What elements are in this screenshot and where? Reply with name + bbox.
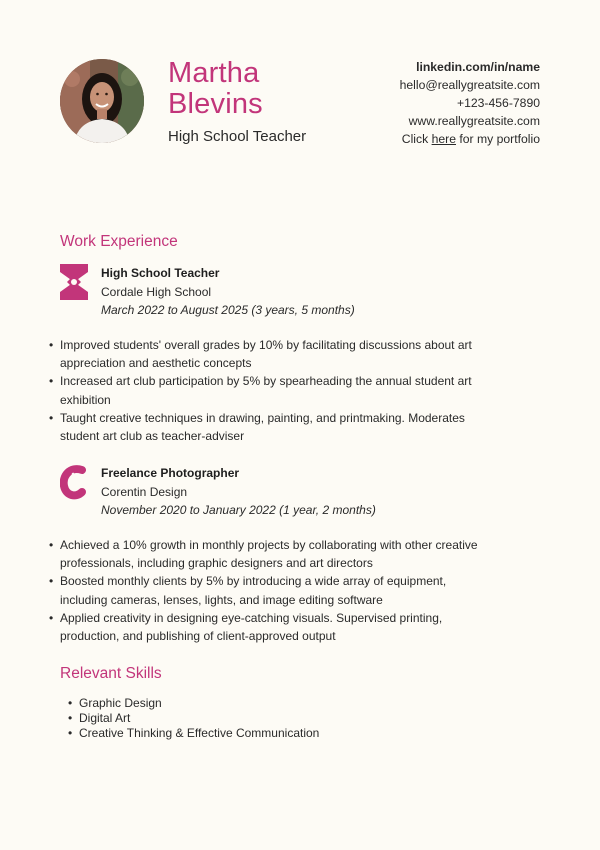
email-link[interactable]: hello@reallygreatsite.com xyxy=(399,78,540,92)
work-experience-heading: Work Experience xyxy=(60,233,178,250)
job-dates: March 2022 to August 2025 (3 years, 5 months) xyxy=(101,303,355,317)
skill-item: • Digital Art xyxy=(68,711,319,726)
bullet-item: • Boosted monthly clients by 5% by introducing a wide array of equipment, including cameras, lenses, lights, and image editing software xyxy=(49,572,481,608)
profile-photo xyxy=(60,59,144,143)
job-company: Cordale High School xyxy=(101,284,212,299)
portfolio-line xyxy=(400,130,540,148)
skills-list xyxy=(68,696,319,741)
phone-number: +123-456-7890 xyxy=(456,96,540,110)
bullet-item: • Applied creativity in designing eye-catching visuals. Supervised printing, production, and publishing of client-approved output xyxy=(49,609,481,645)
full-name xyxy=(168,58,263,120)
website-link[interactable]: www.reallygreatsite.com xyxy=(408,114,540,128)
first-name: Martha xyxy=(168,57,260,89)
cordale-logo-icon xyxy=(60,264,88,300)
bullet-item: • Achieved a 10% growth in monthly projects by collaborating with other creative professionals, including graphic designers and art directors xyxy=(49,536,481,572)
profile-photo-illustration xyxy=(60,59,144,143)
bullet-item: • Increased art club participation by 5% by spearheading the annual student art exhibition xyxy=(49,372,481,408)
job-title: High School Teacher xyxy=(168,128,307,145)
skill-item: • Graphic Design xyxy=(68,696,319,711)
job-company: Corentin Design xyxy=(101,484,188,499)
job-bullets xyxy=(49,536,481,645)
job-role: High School Teacher xyxy=(101,266,220,280)
portfolio-suffix: for my portfolio xyxy=(456,132,540,146)
corentin-logo-icon xyxy=(60,464,88,500)
job-role: Freelance Photographer xyxy=(101,466,240,480)
last-name: Blevins xyxy=(168,88,263,120)
linkedin-link[interactable]: linkedin.com/in/name xyxy=(416,60,540,74)
contact-info xyxy=(400,58,540,148)
job-header xyxy=(101,464,376,520)
portfolio-link[interactable]: here xyxy=(431,132,456,146)
skills-heading: Relevant Skills xyxy=(60,665,162,682)
skill-item: • Creative Thinking & Effective Communication xyxy=(68,726,319,741)
job-dates: November 2020 to January 2022 (1 year, 2 months) xyxy=(101,503,376,517)
bullet-item: • Taught creative techniques in drawing, painting, and printmaking. Moderates student art club as teacher-adviser xyxy=(49,409,481,445)
job-header xyxy=(101,264,355,320)
portfolio-prefix: Click xyxy=(401,132,432,146)
bullet-item: • Improved students' overall grades by 10% by facilitating discussions about art appreciation and aesthetic concepts xyxy=(49,336,481,372)
job-bullets xyxy=(49,336,481,445)
